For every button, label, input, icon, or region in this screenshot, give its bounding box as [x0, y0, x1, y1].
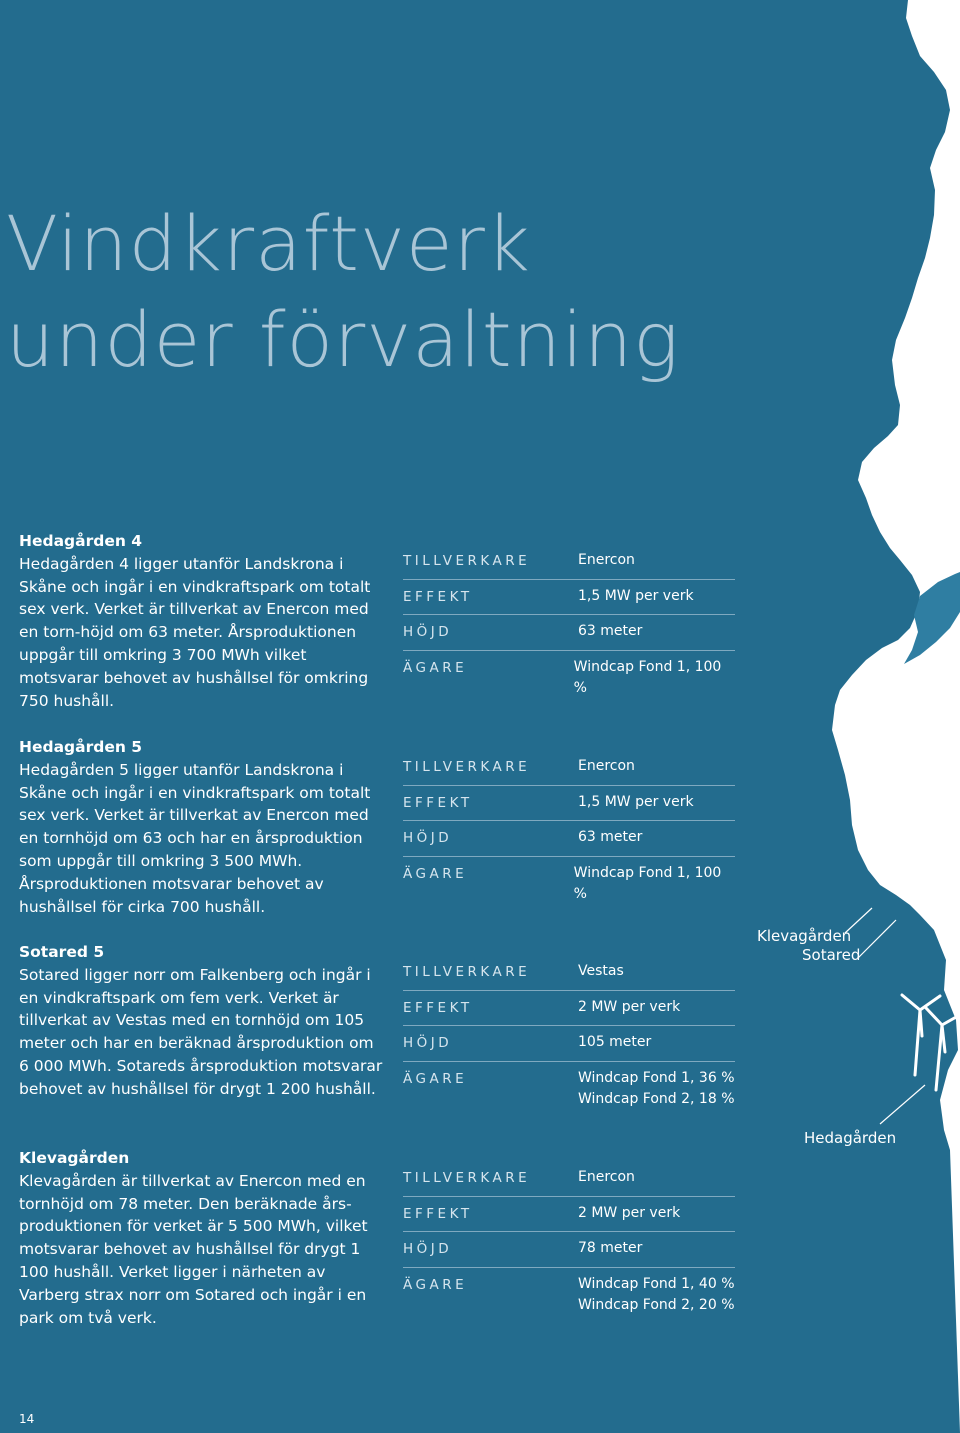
- map-label-hedagarden: Hedagården: [804, 1129, 897, 1147]
- spec-row-power: [403, 991, 735, 1027]
- spec-label: HÖJD: [403, 830, 453, 846]
- leader-lines: [845, 908, 925, 1124]
- spec-row-maker: [403, 955, 735, 991]
- spec-row-height: [403, 615, 735, 651]
- spec-value: [578, 1238, 642, 1260]
- section-description: [19, 941, 384, 1101]
- spec-label: TILLVERKARE: [403, 759, 531, 775]
- spec-row-maker: [403, 750, 735, 786]
- owner-value-2: Windcap Fond 2, 18 %: [578, 1091, 735, 1107]
- spec-row-owner: [403, 651, 735, 707]
- spec-value: [578, 961, 624, 983]
- maker-value: Vestas: [578, 963, 624, 979]
- spec-value: [578, 756, 635, 778]
- spec-label: HÖJD: [403, 624, 453, 640]
- spec-value: [578, 997, 680, 1019]
- spec-table: [403, 544, 735, 707]
- spec-row-power: [403, 786, 735, 822]
- spec-table: [403, 750, 735, 913]
- height-value: 63 meter: [578, 623, 643, 639]
- spec-value: [578, 1167, 635, 1189]
- maker-value: Enercon: [578, 1169, 635, 1185]
- spec-label: ÄGARE: [403, 659, 468, 676]
- power-value: 2 MW per verk: [578, 998, 681, 1015]
- spec-row-height: [403, 821, 735, 857]
- section-heading: Klevagården: [19, 1149, 130, 1167]
- spec-row-owner: [403, 857, 735, 913]
- spec-label: ÄGARE: [403, 1070, 468, 1087]
- power-value: 2 MW per verk: [578, 1204, 681, 1221]
- spec-value: [578, 792, 694, 814]
- spec-label: EFFEKT: [403, 794, 473, 811]
- spec-label: TILLVERKARE: [403, 553, 531, 569]
- title-line-2: under förvaltning: [6, 295, 680, 384]
- map-label-sotared: Sotared: [802, 946, 861, 964]
- spec-row-maker: [403, 544, 735, 580]
- spec-value: [574, 657, 735, 700]
- section-text: Klevagården är tillverkat av Enercon med en tornhöjd om 78 meter. Den beräknade års-produktionen för verket är 5 500 MWh, vilket motsvarar behovet av hushållsel för drygt 1 100 hushåll. Verket ligger i närheten av Varberg strax norr om Sotared och ingår i en park om två verk.: [19, 1171, 368, 1327]
- spec-label: TILLVERKARE: [403, 1170, 531, 1186]
- spec-table: [403, 955, 735, 1118]
- owner-value-1: Windcap Fond 1, 40 %: [578, 1275, 735, 1292]
- page-number: 14: [19, 1412, 35, 1426]
- page-title: [6, 196, 680, 388]
- spec-row-owner: [403, 1062, 735, 1118]
- section-description: [19, 736, 384, 918]
- spec-value: [578, 621, 642, 643]
- spec-row-maker: [403, 1161, 735, 1197]
- spec-label: EFFEKT: [403, 588, 473, 605]
- spec-row-owner: [403, 1268, 735, 1324]
- spec-label: EFFEKT: [403, 1205, 473, 1222]
- section-description: [19, 530, 384, 712]
- section-description: [19, 1147, 384, 1329]
- section-heading: Sotared 5: [19, 943, 105, 961]
- height-value: 105 meter: [578, 1034, 652, 1050]
- spec-value: [578, 1274, 735, 1317]
- power-value: 1,5 MW per verk: [578, 793, 694, 810]
- spec-value: [578, 550, 635, 572]
- spec-row-power: [403, 580, 735, 616]
- height-value: 78 meter: [578, 1240, 643, 1256]
- spec-label: TILLVERKARE: [403, 964, 531, 980]
- owner-value-1: Windcap Fond 1, 36 %: [578, 1069, 735, 1086]
- spec-value: [578, 1203, 680, 1225]
- spec-value: [578, 586, 694, 608]
- spec-value: [574, 863, 735, 906]
- section-heading: Hedagården 5: [19, 738, 143, 756]
- owner-value-1: Windcap Fond 1, 100 %: [573, 864, 722, 902]
- height-value: 63 meter: [578, 829, 643, 845]
- map-label-klevagarden: Klevagården: [757, 927, 852, 945]
- spec-row-height: [403, 1232, 735, 1268]
- section-text: Hedagården 5 ligger utanför Landskrona i Skåne och ingår i en vindkraftspark om totalt sex verk. Verket är tillverkat av Enercon med en tornhöjd om 63 och har en årsproduktion som uppgår till omkring 3 500 MWh. Årsproduktionen motsvarar behovet av hushållsel för cirka 700 hushåll.: [19, 760, 371, 916]
- spec-row-height: [403, 1026, 735, 1062]
- owner-value-1: Windcap Fond 1, 100 %: [573, 658, 722, 696]
- spec-label: HÖJD: [403, 1241, 453, 1257]
- spec-value: [578, 827, 642, 849]
- spec-label: ÄGARE: [403, 865, 468, 882]
- spec-value: [578, 1068, 735, 1111]
- spec-label: HÖJD: [403, 1035, 453, 1051]
- section-text: Sotared ligger norr om Falkenberg och ingår i en vindkraftspark om fem verk. Verket är tillverkat av Vestas med en tornhöjd om 105 meter och har en beräknad årsproduktion om 6 000 MWh. Sotareds årsproduktion motsvarar behovet av hushållsel för drygt 1 200 hushåll.: [19, 965, 383, 1098]
- spec-label: ÄGARE: [403, 1276, 468, 1293]
- section-text: Hedagården 4 ligger utanför Landskrona i Skåne och ingår i en vindkraftspark om totalt sex verk. Verket är tillverkat av Enercon med en torn-höjd om 63 meter. Årsproduktionen uppgår till omkring 3 700 MWh vilket motsvarar behovet av hushållsel för omkring 750 hushåll.: [19, 554, 371, 710]
- title-line-1: Vindkraftverk: [6, 199, 531, 288]
- section-heading: Hedagården 4: [19, 532, 143, 550]
- spec-label: EFFEKT: [403, 999, 473, 1016]
- coastline-land: [832, 0, 960, 1433]
- owner-value-2: Windcap Fond 2, 20 %: [578, 1297, 735, 1313]
- spec-value: [578, 1032, 651, 1054]
- power-value: 1,5 MW per verk: [578, 587, 694, 604]
- spec-row-power: [403, 1197, 735, 1233]
- spec-table: [403, 1161, 735, 1324]
- maker-value: Enercon: [578, 552, 635, 568]
- maker-value: Enercon: [578, 758, 635, 774]
